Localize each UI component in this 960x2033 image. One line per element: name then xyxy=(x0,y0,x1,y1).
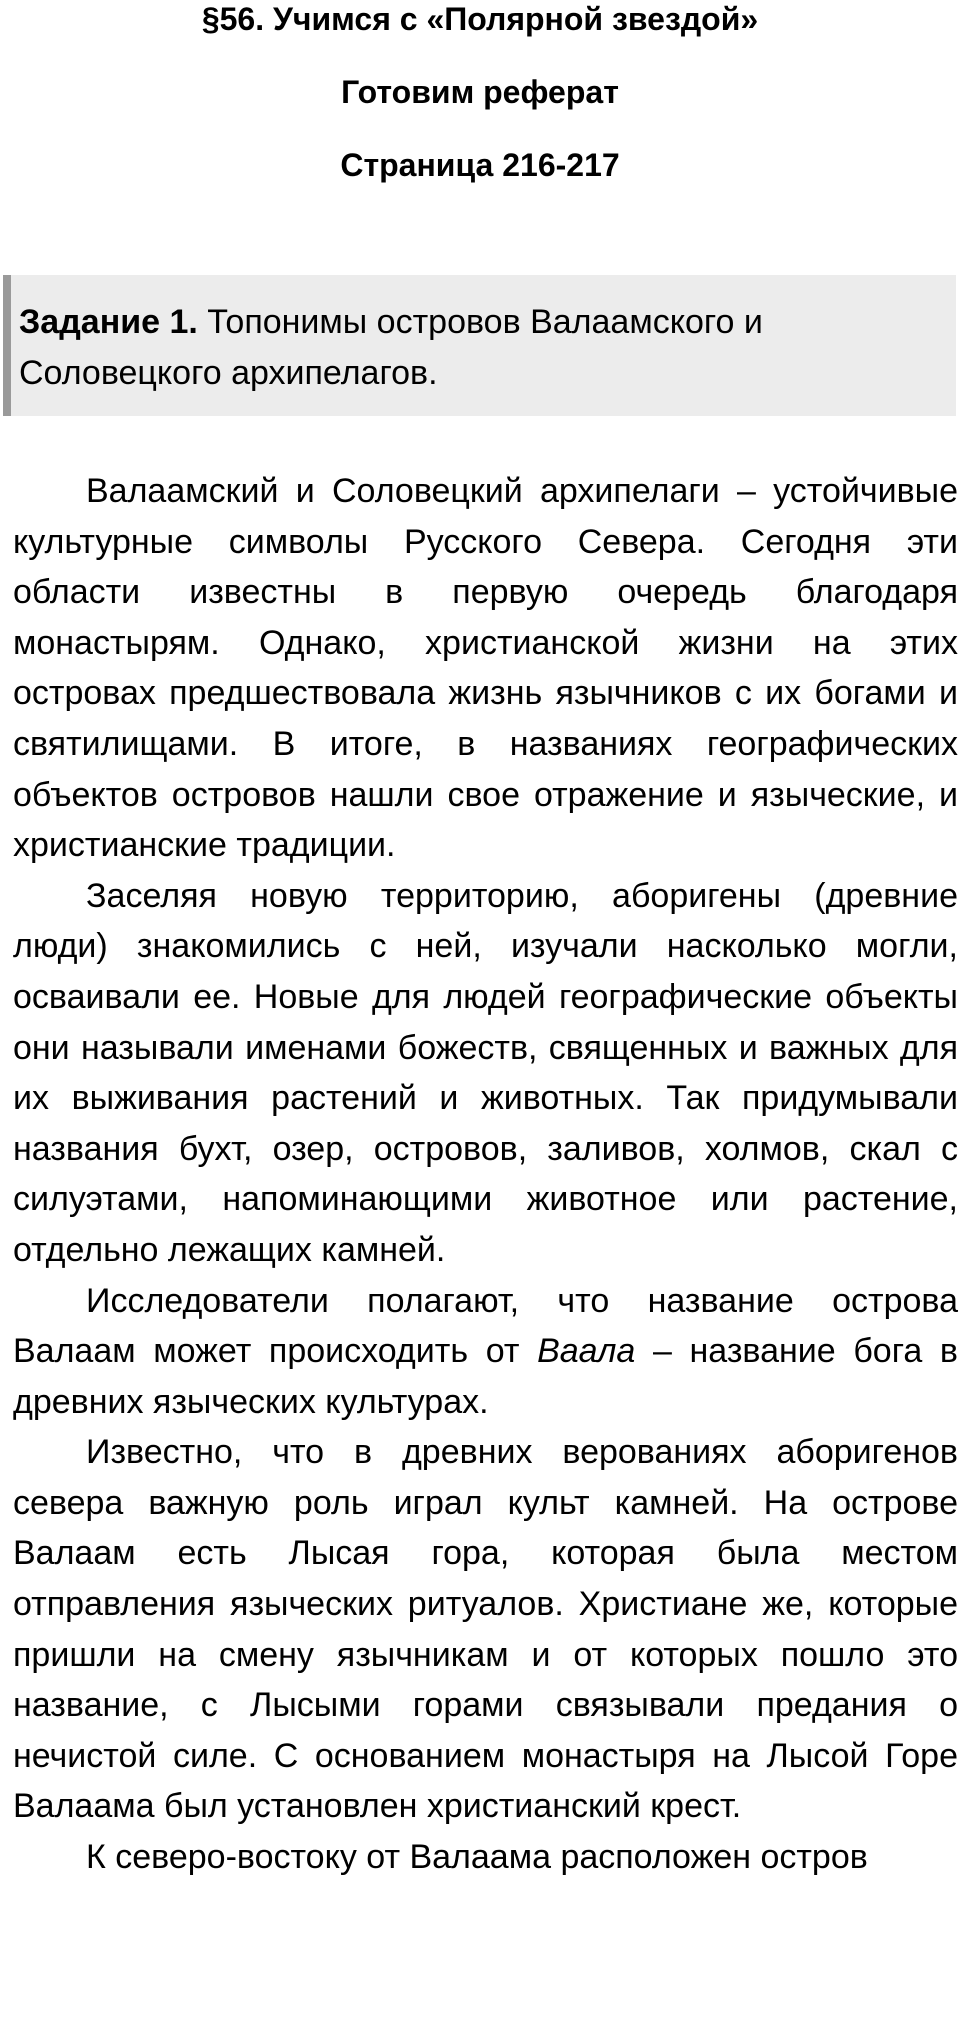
task-box xyxy=(3,275,956,416)
paragraph-3-end: – название бога в древних языческих культурах. xyxy=(13,1332,958,1421)
page-subtitle: Готовим реферат xyxy=(341,74,619,110)
paragraph-1: Валаамский и Соловецкий архипелаги – устойчивые культурные символы Русского Севера. Сегодня эти области известны в первую очередь благодаря монастырям. Однако, христианской жизни на этих островах предшествовала жизнь язычников с их богами и святилищами. В итоге, в названиях географических объектов островов нашли свое отражение и языческие, и христианские традиции. xyxy=(13,472,958,865)
answer-text xyxy=(13,466,958,1883)
page-range: Страница 216-217 xyxy=(340,147,620,183)
task-label: Задание 1. xyxy=(19,303,198,341)
paragraph-3-start: Исследователи полагают, что название острова Валаам может происходить от xyxy=(13,1281,958,1371)
task-text: Топонимы островов Валаамского и Соловецкого архипелагов. xyxy=(19,303,763,392)
paragraph-4: Известно, что в древних верованиях аборигенов севера важную роль играл культ камней. На острове Валаам есть Лысая гора, которая была местом отправления языческих ритуалов. Христиане же, которые пришли на смену язычникам и от которых пошло это название, с Лысыми горами связывали предания о нечистой силе. С основанием монастыря на Лысой Горе Валаама был установлен христианский крест. xyxy=(13,1433,958,1826)
section-title: §56. Учимся с «Полярной звездой» xyxy=(201,1,759,37)
paragraph-3 xyxy=(13,1276,958,1428)
page-header xyxy=(0,0,960,219)
paragraph-2: Заселяя новую территорию, аборигены (древние люди) знакомились с ней, изучали насколько могли, осваивали ее. Новые для людей географические объекты они называли именами божеств, священных и важных для их выживания растений и животных. Так придумывали названия бухт, озер, островов, заливов, холмов, скал с силуэтами, напоминающими животное или растение, отдельно лежащих камней. xyxy=(13,876,958,1269)
paragraph-5: К северо-востоку от Валаама расположен остров xyxy=(86,1838,868,1877)
deity-name: Ваала xyxy=(537,1332,636,1371)
